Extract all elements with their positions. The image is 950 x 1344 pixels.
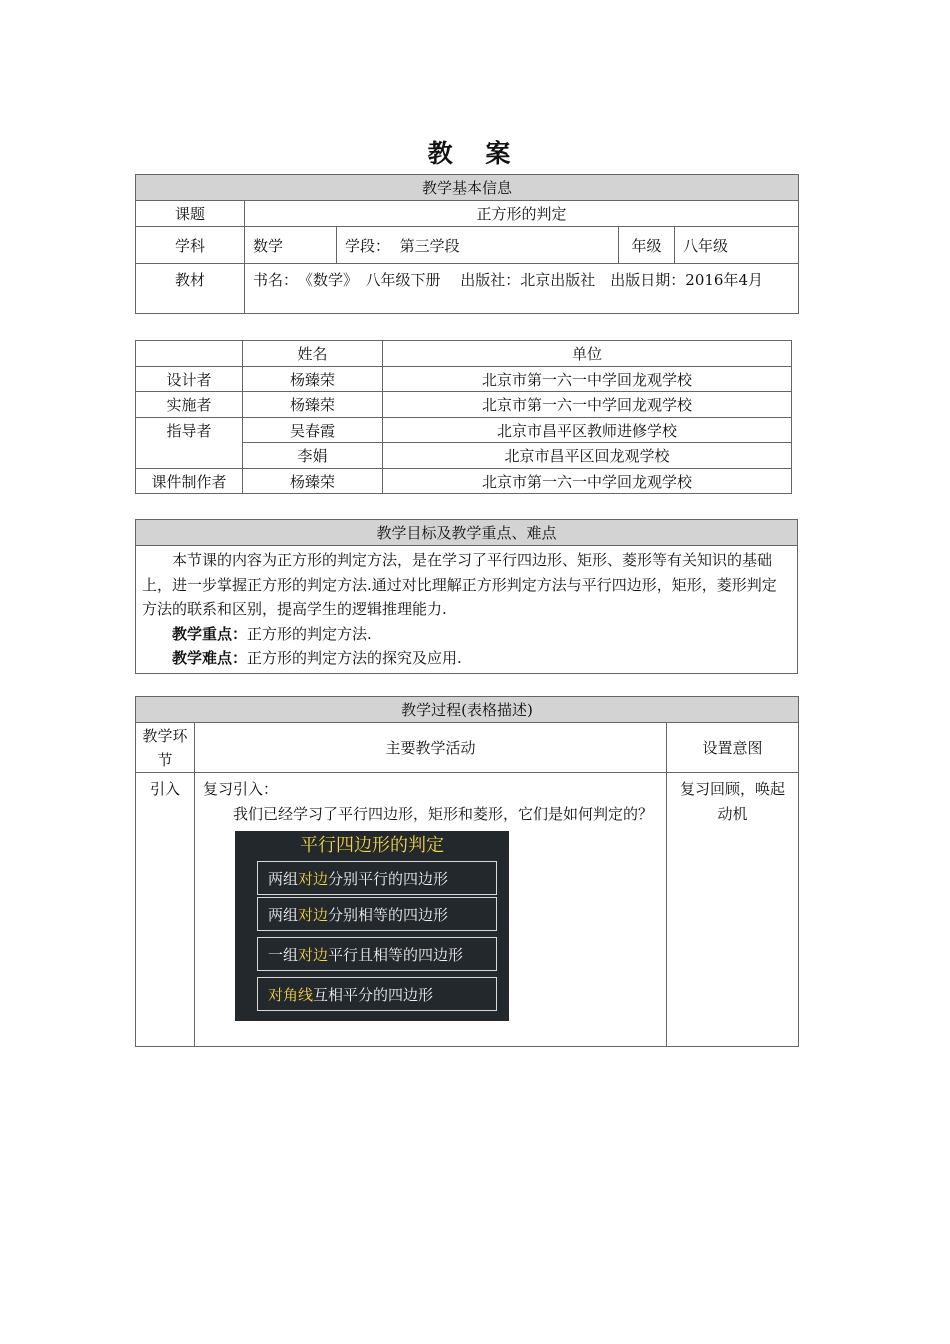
slide-item <box>257 937 497 971</box>
col-activity-header: 主要教学活动 <box>195 723 667 773</box>
courseware-unit: 北京市第一六一中学回龙观学校 <box>383 469 792 494</box>
document-title: 教 案 <box>427 139 523 168</box>
guide1-name: 吴春霞 <box>243 418 383 443</box>
slide-item-pre: 两组 <box>268 906 299 924</box>
textbook-label: 教材 <box>136 264 245 314</box>
grade-label: 年级 <box>619 227 675 264</box>
row1-line1: 复习引入： <box>203 780 279 798</box>
topic-label: 课题 <box>136 201 245 227</box>
col-name-header: 姓名 <box>243 341 383 367</box>
col-purpose-header: 设置意图 <box>667 723 799 773</box>
slide-item <box>257 861 497 895</box>
key-point <box>142 622 791 647</box>
col-unit-header: 单位 <box>383 341 792 367</box>
row1-purpose: 复习回顾，唤起动机 <box>667 773 799 1047</box>
guide1-unit: 北京市昌平区教师进修学校 <box>383 418 792 443</box>
slide-item-post: 平行且相等的四边形 <box>328 946 464 964</box>
row1-stage: 引入 <box>136 773 195 1047</box>
designer-name: 杨臻荣 <box>243 367 383 392</box>
subject-label: 学科 <box>136 227 245 264</box>
slide-item-post: 分别平行的四边形 <box>328 870 449 888</box>
slide-item-highlight: 对角线 <box>268 986 314 1004</box>
goals-paragraph: 本节课的内容为正方形的判定方法，是在学习了平行四边形、矩形、菱形等有关知识的基础上，进一步掌握正方形的判定方法.通过对比理解正方形判定方法与平行四边形，矩形，菱形判定方法的联系和区别，提高学生的逻辑推理能力. <box>142 551 777 618</box>
key-point-label: 教学重点： <box>172 624 248 643</box>
key-point-text: 正方形的判定方法. <box>247 624 372 643</box>
process-header: 教学过程(表格描述) <box>136 697 799 723</box>
people-table <box>135 340 792 494</box>
textbook-value: 书名： 《数学》 八年级下册 出版社：北京出版社 出版日期：2016年4月 <box>245 264 799 314</box>
goals-table <box>135 519 798 674</box>
slide-item-post: 分别相等的四边形 <box>328 906 449 924</box>
topic-value: 正方形的判定 <box>245 201 799 227</box>
slide-item <box>257 977 497 1011</box>
difficulty-label: 教学难点： <box>172 649 248 667</box>
row1-line2: 我们已经学习了平行四边形，矩形和菱形，它们是如何判定的？ <box>233 805 654 823</box>
difficulty-text: 正方形的判定方法的探究及应用. <box>247 649 462 667</box>
grade-value: 八年级 <box>675 227 799 264</box>
slide-item-pre: 一组 <box>268 946 299 964</box>
basic-info-table <box>135 174 799 314</box>
implementer-role: 实施者 <box>136 392 243 418</box>
designer-unit: 北京市第一六一中学回龙观学校 <box>383 367 792 392</box>
implementer-name: 杨臻荣 <box>243 392 383 418</box>
slide-item-highlight: 对边 <box>298 946 329 964</box>
difficulty-point <box>142 646 791 671</box>
goals-header: 教学目标及教学重点、难点 <box>136 520 798 546</box>
slide-item-pre: 两组 <box>268 870 299 888</box>
slide-item-highlight: 对边 <box>298 870 329 888</box>
slide-item-post: 互相平分的四边形 <box>313 986 434 1004</box>
subject-value: 数学 <box>245 227 337 264</box>
row1-activity <box>195 773 667 1047</box>
goals-content <box>136 546 798 674</box>
slide-item <box>257 897 497 931</box>
courseware-name: 杨臻荣 <box>243 469 383 494</box>
slide-item-highlight: 对边 <box>298 906 329 924</box>
stage-label: 学段： <box>345 236 391 255</box>
implementer-unit: 北京市第一六一中学回龙观学校 <box>383 392 792 418</box>
parallelogram-slide-image <box>235 831 509 1021</box>
col-stage-header: 教学环节 <box>136 723 195 773</box>
stage-value: 第三学段 <box>399 236 460 255</box>
guide-role: 指导者 <box>136 418 243 469</box>
process-table <box>135 696 799 1047</box>
basic-info-header: 教学基本信息 <box>136 175 799 201</box>
stage-cell <box>337 227 619 264</box>
designer-role: 设计者 <box>136 367 243 392</box>
guide2-name: 李娟 <box>243 443 383 469</box>
slide-title: 平行四边形的判定 <box>300 835 444 856</box>
courseware-role: 课件制作者 <box>136 469 243 494</box>
people-corner-cell <box>136 341 243 367</box>
guide2-unit: 北京市昌平区回龙观学校 <box>383 443 792 469</box>
